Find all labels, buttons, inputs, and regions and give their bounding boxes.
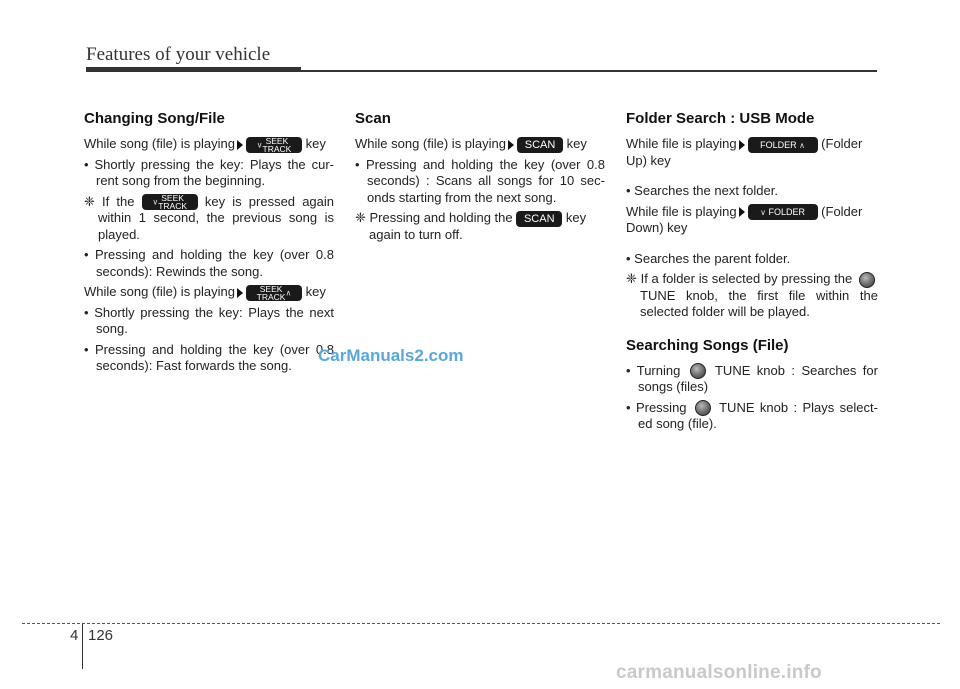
- play-arrow-icon: [237, 140, 243, 150]
- page-header-title: Features of your vehicle: [86, 44, 271, 65]
- scan-button: SCAN: [517, 137, 563, 153]
- column-folder-search: [626, 110, 878, 437]
- play-arrow-icon: [739, 140, 745, 150]
- note-press-again: [84, 194, 334, 244]
- tune-knob-icon: [695, 400, 711, 416]
- bullet-hold-rewind: • Pressing and holding the key (over 0.8 seconds): Rewinds the song.: [84, 247, 334, 279]
- intro-folder-down: [626, 204, 878, 237]
- bullet-parent-folder: • Searches the parent folder.: [626, 250, 791, 266]
- folder-up-button: [748, 137, 818, 153]
- scan-button: SCAN: [516, 211, 562, 227]
- chevron-down-icon: ∨: [760, 208, 766, 218]
- seek-label: SEEK: [161, 193, 184, 204]
- bullet-turn-tune: [626, 363, 878, 396]
- folder-label: FOLDER: [768, 207, 805, 218]
- watermark-link[interactable]: CarManuals2.com: [318, 346, 464, 365]
- bullet-turn-tune-b: TUNE knob : Searches for songs (files): [638, 362, 878, 395]
- heading-folder-search: Folder Search : USB Mode: [626, 110, 815, 127]
- heading-searching-songs: Searching Songs (File): [626, 336, 789, 354]
- intro-seek-down-key: key: [305, 136, 326, 151]
- intro-folder-down-text: While file is playing: [626, 203, 737, 219]
- seek-track-up-button: [246, 285, 302, 301]
- chevron-up-icon: ∧: [285, 287, 292, 297]
- note-scan-off: [355, 210, 605, 243]
- tune-knob-icon: [859, 272, 875, 288]
- intro-seek-down: [84, 136, 334, 153]
- intro-scan: [355, 136, 605, 153]
- bullet-short-press-restart: • Shortly pressing the key: Plays the cur- rent song from the beginning.: [84, 156, 334, 189]
- intro-seek-up-key: key: [305, 284, 326, 300]
- note-folder-select-b: TUNE knob, the first file within the selected folder will be played.: [640, 287, 878, 320]
- intro-seek-down-text: While song (file) is playing: [84, 136, 236, 151]
- note-press-again-a: ❈ If the: [84, 193, 135, 209]
- play-arrow-icon: [237, 288, 243, 298]
- bullet-short-press-next: • Shortly pressing the key: Plays the next song.: [84, 304, 334, 337]
- chevron-down-icon: ∨: [152, 197, 159, 207]
- track-label: TRACK: [158, 201, 188, 212]
- intro-folder-down-key: (Folder Down) key: [626, 203, 863, 236]
- seek-label: SEEK: [259, 283, 283, 294]
- header-rule-thick: [86, 67, 301, 72]
- intro-folder-up-text: While file is playing: [626, 136, 737, 151]
- intro-folder-up-key: (Folder Up) key: [626, 136, 863, 168]
- note-scan-off-a: ❈ Pressing and holding the: [355, 210, 513, 226]
- intro-scan-key: key: [566, 136, 587, 151]
- footer-dashed-rule: [22, 623, 940, 624]
- note-scan-off-b: key again to turn off.: [369, 210, 587, 242]
- note-folder-select: [626, 271, 878, 321]
- seek-track-down-button: [246, 137, 302, 153]
- track-label: TRACK: [262, 143, 292, 154]
- folder-down-button: [748, 204, 818, 220]
- play-arrow-icon: [739, 207, 745, 217]
- column-scan: [355, 110, 605, 247]
- intro-seek-up: [84, 284, 334, 301]
- bullet-hold-scan: • Pressing and holding the key (over 0.8 seconds) : Scans all songs for 10 sec- onds starting from the next song.: [355, 156, 605, 205]
- bullet-next-folder: • Searches the next folder.: [626, 183, 778, 199]
- footer-divider: [82, 624, 83, 669]
- bullet-hold-fast-forward: • Pressing and holding the key (over 0.8 seconds): Fast forwards the song.: [84, 341, 334, 374]
- tune-knob-icon: [690, 363, 706, 379]
- bullet-press-tune-a: • Pressing: [626, 399, 687, 415]
- play-arrow-icon: [508, 140, 514, 150]
- note-folder-select-a: ❈ If a folder is selected by pressing the: [626, 271, 853, 287]
- bullet-press-tune-b: TUNE knob : Plays select- ed song (file).: [638, 399, 878, 432]
- bullet-turn-tune-a: • Turning: [626, 362, 681, 378]
- seek-label: SEEK: [265, 135, 289, 146]
- column-changing-song: [84, 110, 334, 379]
- seek-track-down-button: [142, 194, 198, 210]
- chapter-number: 4: [70, 627, 79, 644]
- bullet-press-tune: [626, 400, 878, 433]
- note-press-again-b: key is pressed again within 1 second, the previous song is played.: [98, 193, 335, 242]
- chevron-down-icon: ∨: [256, 139, 263, 149]
- track-label: TRACK: [256, 291, 286, 302]
- chevron-up-icon: ∧: [799, 140, 805, 150]
- site-watermark: carmanualsonline.info: [616, 662, 822, 683]
- intro-seek-up-text: While song (file) is playing: [84, 284, 236, 300]
- page-number: 126: [88, 627, 114, 644]
- intro-folder-up: [626, 136, 878, 169]
- header-rule-thin: [301, 70, 877, 72]
- intro-scan-text: While song (file) is playing: [355, 136, 507, 151]
- folder-label: FOLDER: [760, 139, 797, 150]
- heading-scan: Scan: [355, 110, 391, 127]
- heading-changing-song: Changing Song/File: [84, 110, 225, 127]
